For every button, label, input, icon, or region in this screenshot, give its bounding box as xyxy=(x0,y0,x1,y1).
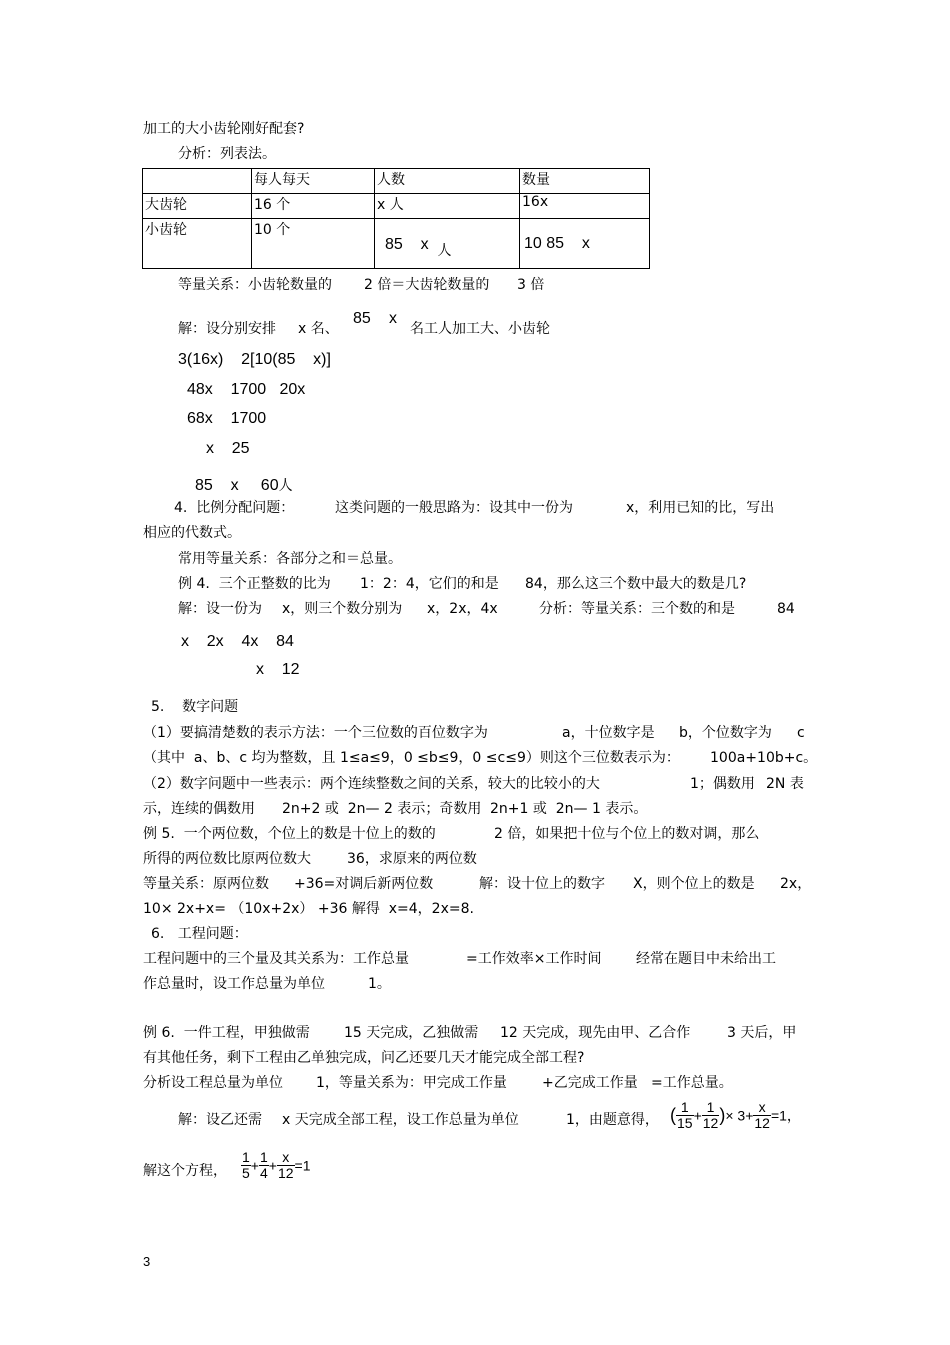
table-row xyxy=(143,219,650,269)
eq2-frac-c xyxy=(277,1150,295,1181)
denominator: 4 xyxy=(259,1165,268,1181)
intro-line: 加工的大小齿轮刚好配套? xyxy=(143,121,305,137)
eq1-frac-a xyxy=(676,1100,694,1131)
section5-p4c: 2n+1 或 2n— 1 表示。 xyxy=(490,801,648,817)
example4-c: 84，那么这三个数中最大的数是几? xyxy=(525,576,747,592)
denominator: 12 xyxy=(754,1115,770,1131)
eq-relation-b: 2 倍＝大齿轮数量的 xyxy=(364,277,490,293)
eq1-frac-c xyxy=(753,1100,771,1131)
eq2-frac-a xyxy=(241,1150,251,1181)
numerator: 1 xyxy=(259,1149,268,1165)
eq2-plus: + xyxy=(250,1157,259,1174)
section6-p1a: 工程问题中的三个量及其关系为：工作总量 xyxy=(143,951,409,967)
solution-d: x xyxy=(389,310,397,327)
eq1-open: ( xyxy=(670,1105,676,1125)
example5-d: 36，求原来的两位数 xyxy=(347,851,477,867)
section6-p1b: =工作效率×工作时间 xyxy=(466,951,602,967)
solution6-a: 解：设乙还需 xyxy=(178,1112,262,1128)
step-line: 3(16x) 2[10(85 x)] xyxy=(178,351,331,368)
eq1-tail: =1， xyxy=(770,1107,801,1124)
gear-table xyxy=(142,168,650,269)
relation5-b: +36=对调后新两位数 xyxy=(294,876,434,892)
table-cell: 10 85 x xyxy=(520,219,650,269)
table-cell: 大齿轮 xyxy=(143,194,252,219)
solution4-e: 84 xyxy=(777,601,795,617)
table-header-cell: 每人每天 xyxy=(252,169,375,194)
solution4-c: x，2x，4x xyxy=(427,601,498,617)
section5-p3a: （2）数字问题中一些表示：两个连续整数之间的关系，较大的比较小的大 xyxy=(143,776,600,792)
section5-p1b: a，十位数字是 xyxy=(562,725,655,741)
answer-expr: 85 x 60 xyxy=(195,477,279,494)
eq-relation-c: 3 倍 xyxy=(517,277,545,293)
section5-p1a: （1）要搞清楚数的表示方法：一个三位数的百位数字为 xyxy=(143,725,488,741)
solution4-b: x，则三个数分别为 xyxy=(282,601,403,617)
eq-relation-a: 等量关系：小齿轮数量的 xyxy=(178,277,332,293)
example4-b: 1：2：4，它们的和是 xyxy=(360,576,499,592)
step-line: 68x 1700 xyxy=(187,410,267,427)
table-cell: 小齿轮 xyxy=(143,219,252,269)
relation5-e: 2x， xyxy=(780,876,812,892)
answer-line xyxy=(195,476,293,496)
step4-line: x 2x 4x 84 xyxy=(181,633,294,650)
solution6-c: 1，由题意得， xyxy=(566,1112,659,1128)
example6-c: 12 天完成，现先由甲、乙合作 xyxy=(500,1025,691,1041)
count-85: 85 xyxy=(385,235,403,253)
table-header-cell: 人数 xyxy=(375,169,520,194)
example5-b: 2 倍，如果把十位与个位上的数对调，那么 xyxy=(494,826,760,842)
section6-p2a: 作总量时，设工作总量为单位 xyxy=(143,976,325,992)
section5-p3b: 1；偶数用 xyxy=(690,776,755,792)
section4-head-b: 这类问题的一般思路为：设其中一份为 xyxy=(335,500,573,516)
eq2-frac-b xyxy=(259,1150,269,1181)
eq2-plus: + xyxy=(268,1157,277,1174)
eq2-tail: =1 xyxy=(294,1157,311,1174)
step-line: 48x 1700 20x xyxy=(187,381,306,398)
solution5: 10× 2x+x= （10x+2x） +36 解得 x=4，2x=8. xyxy=(143,901,474,917)
example6-d: 3 天后，甲 xyxy=(727,1025,797,1041)
table-cell xyxy=(375,219,520,269)
section6-p1c: 经常在题目中未给出工 xyxy=(636,951,776,967)
analysis6-b: 1，等量关系为：甲完成工作量 xyxy=(316,1075,507,1091)
analysis6-a: 分析设工程总量为单位 xyxy=(143,1075,283,1091)
equation-2 xyxy=(241,1150,311,1181)
section5-p2b: 100a+10b+c。 xyxy=(710,750,818,766)
table-row xyxy=(143,194,650,219)
eq1-close: ) xyxy=(719,1105,726,1125)
table-header-cell xyxy=(143,169,252,194)
example6-a: 例 6. 一件工程，甲独做需 xyxy=(143,1025,310,1041)
relation5-a: 等量关系：原两位数 xyxy=(143,876,269,892)
section4-head-a: 4. 比例分配问题： xyxy=(174,500,295,516)
solution4-d: 分析：等量关系：三个数的和是 xyxy=(539,601,735,617)
section5-p1c: b，个位数字为 xyxy=(679,725,772,741)
count-x: x xyxy=(420,235,429,253)
section5-p1d: c xyxy=(797,725,805,741)
numerator: 1 xyxy=(676,1100,694,1116)
section5-p4b: 2n+2 或 2n— 2 表示；奇数用 xyxy=(282,801,482,817)
step-line: x 25 xyxy=(206,440,250,457)
analysis6-c: +乙完成工作量 xyxy=(542,1075,638,1091)
example6-e: 有其他任务，剩下工程由乙单独完成，问乙还要几天才能完成全部工程? xyxy=(143,1050,585,1066)
table-cell: 16 个 xyxy=(252,194,375,219)
solution6-b: x 天完成全部工程，设工作总量为单位 xyxy=(282,1112,519,1128)
denominator: 12 xyxy=(277,1165,294,1181)
solution-a: 解：设分别安排 xyxy=(178,321,276,337)
section5-p3c: 2N 表 xyxy=(766,776,804,792)
denominator: 12 xyxy=(702,1115,719,1131)
table-cell: 10 个 xyxy=(252,219,375,269)
section5-p2a: （其中 a、b、c 均为整数，且 1≤a≤9，0 ≤b≤9，0 ≤c≤9）则这个三位数表示为： xyxy=(143,750,680,766)
section4-common: 常用等量关系：各部分之和＝总量。 xyxy=(178,551,402,567)
denominator: 5 xyxy=(242,1165,250,1181)
denominator: 15 xyxy=(677,1115,693,1131)
table-cell: x 人 xyxy=(375,194,520,219)
example5-c: 所得的两位数比原两位数大 xyxy=(143,851,311,867)
solution-c: 85 xyxy=(353,310,371,327)
count-unit: 人 xyxy=(437,242,452,259)
eq1-mid: × 3+ xyxy=(725,1107,754,1124)
table-header-cell: 数量 xyxy=(520,169,650,194)
equation-1 xyxy=(670,1100,801,1131)
step4-line: x 12 xyxy=(256,661,300,678)
solution-b: x 名、 xyxy=(298,321,339,337)
section6-p2b: 1。 xyxy=(368,976,391,992)
numerator: 1 xyxy=(702,1100,720,1116)
table-header-row xyxy=(143,169,650,194)
numerator: 1 xyxy=(242,1149,250,1165)
relation5-c: 解：设十位上的数字 xyxy=(479,876,605,892)
answer-unit: 人 xyxy=(278,478,293,494)
example4-a: 例 4. 三个正整数的比为 xyxy=(178,576,331,592)
solution4-a: 解：设一份为 xyxy=(178,601,262,617)
solution-e: 名工人加工大、小齿轮 xyxy=(410,321,550,337)
analysis-line: 分析：列表法。 xyxy=(178,146,276,162)
example5-a: 例 5. 一个两位数，个位上的数是十位上的数的 xyxy=(143,826,436,842)
section5-p4a: 示，连续的偶数用 xyxy=(143,801,255,817)
example6-b: 15 天完成，乙独做需 xyxy=(344,1025,479,1041)
numerator: x xyxy=(277,1150,295,1166)
section6-head: 6. 工程问题： xyxy=(151,926,248,942)
section4-head-c: x，利用已知的比，写出 xyxy=(626,500,775,516)
analysis6-d: =工作总量。 xyxy=(651,1075,733,1091)
numerator: x xyxy=(753,1100,771,1116)
relation5-d: X，则个位上的数是 xyxy=(633,876,755,892)
section5-head: 5. 数字问题 xyxy=(151,699,239,715)
eq1-frac-b xyxy=(702,1100,720,1131)
page-number: 3 xyxy=(143,1254,151,1269)
eq1-plus: + xyxy=(693,1107,702,1124)
section4-head-d: 相应的代数式。 xyxy=(143,525,241,541)
solve-label: 解这个方程， xyxy=(143,1163,227,1179)
table-cell: 16x xyxy=(520,194,650,219)
